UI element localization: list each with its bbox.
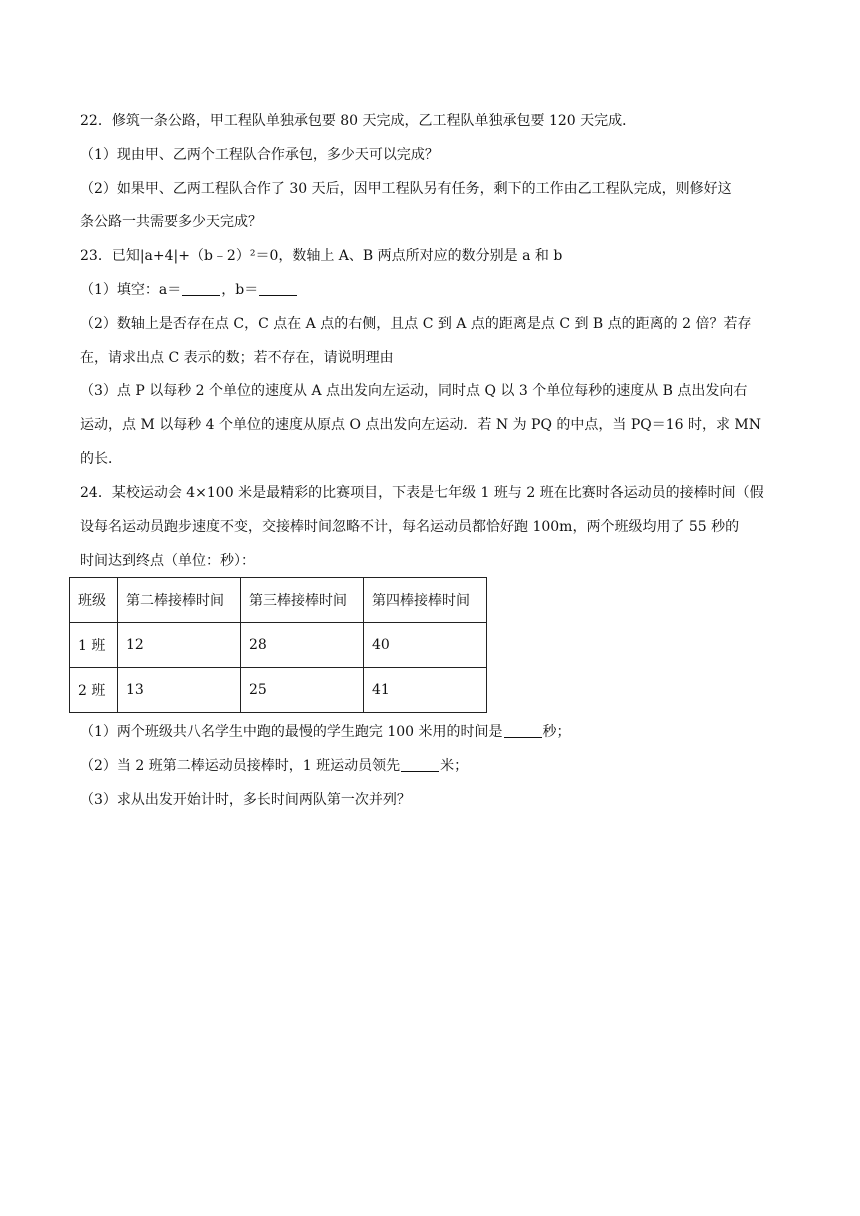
table-header-cell: 班级	[70, 578, 118, 623]
q24-part1-unit: 秒；	[542, 724, 571, 740]
q24-part2-text: （2）当 2 班第二棒运动员接棒时，1 班运动员领先	[80, 758, 401, 774]
table-cell: 13	[118, 668, 241, 713]
q23-part3-line2: 运动，点 M 以每秒 4 个单位的速度从原点 O 点出发向左运动．若 N 为 PQ 的中点，当 PQ＝16 时，求 MN	[80, 417, 762, 433]
answer-blank-lead-distance	[401, 757, 439, 772]
table-cell: 28	[241, 623, 364, 668]
table-header-row	[70, 578, 487, 623]
q24-part1-text: （1）两个班级共八名学生中跑的最慢的学生跑完 100 米用的时间是	[80, 724, 503, 740]
table-cell: 41	[364, 668, 487, 713]
table-row	[70, 668, 487, 713]
q23-part3-line1: （3）点 P 以每秒 2 个单位的速度从 A 点出发向左运动，同时点 Q 以 3 个单位每秒的速度从 B 点出发向右	[80, 383, 748, 399]
q22-part2-line1: （2）如果甲、乙两工程队合作了 30 天后，因甲工程队另有任务，剩下的工作由乙工程队完成，则修好这	[80, 181, 732, 197]
table-cell: 25	[241, 668, 364, 713]
q23-stem: 23．已知|a+4|+（b﹣2）²＝0，数轴上 A、B 两点所对应的数分别是 a 和 b	[80, 248, 563, 264]
table-cell: 12	[118, 623, 241, 668]
q23-part2-line2: 在，请求出点 C 表示的数；若不存在，请说明理由	[80, 350, 394, 366]
q23-part1	[80, 280, 298, 300]
q22-stem: 22．修筑一条公路，甲工程队单独承包要 80 天完成，乙工程队单独承包要 120 天完成．	[80, 113, 637, 129]
q23-part1-label-a: （1）填空：a＝	[80, 282, 182, 298]
q24-stem-line2: 设每名运动员跑步速度不变，交接棒时间忽略不计，每名运动员都恰好跑 100m，两个班级均用了 55 秒的	[80, 519, 740, 535]
table-cell: 2 班	[70, 668, 118, 713]
q24-stem-line1: 24．某校运动会 4×100 米是最精彩的比赛项目，下表是七年级 1 班与 2 班在比赛时各运动员的接棒时间（假	[80, 485, 764, 501]
table-header-cell: 第四棒接棒时间	[364, 578, 487, 623]
q23-part3-line3: 的长．	[80, 451, 122, 467]
q22-part2-line2: 条公路一共需要多少天完成？	[80, 214, 262, 230]
q23-part1-label-b: ，b＝	[221, 282, 259, 298]
table-row	[70, 623, 487, 668]
answer-blank-a	[182, 281, 220, 296]
q24-part1	[80, 722, 571, 742]
table-cell: 40	[364, 623, 487, 668]
table-header-cell: 第二棒接棒时间	[118, 578, 241, 623]
q24-part2-unit: 米；	[440, 758, 469, 774]
answer-blank-b	[259, 281, 297, 296]
q24-stem-line3: 时间达到终点（单位：秒）：	[80, 553, 255, 569]
q24-part3: （3）求从出发开始计时，多长时间两队第一次并列？	[80, 792, 411, 808]
q22-part1: （1）现由甲、乙两个工程队合作承包，多少天可以完成？	[80, 147, 439, 163]
answer-blank-slowest-time	[504, 723, 542, 738]
q23-part2-line1: （2）数轴上是否存在点 C，C 点在 A 点的右侧，且点 C 到 A 点的距离是点 C 到 B 点的距离的 2 倍？若存	[80, 316, 752, 332]
table-cell: 1 班	[70, 623, 118, 668]
q24-part2	[80, 756, 468, 776]
relay-time-table	[69, 577, 487, 713]
table-header-cell: 第三棒接棒时间	[241, 578, 364, 623]
